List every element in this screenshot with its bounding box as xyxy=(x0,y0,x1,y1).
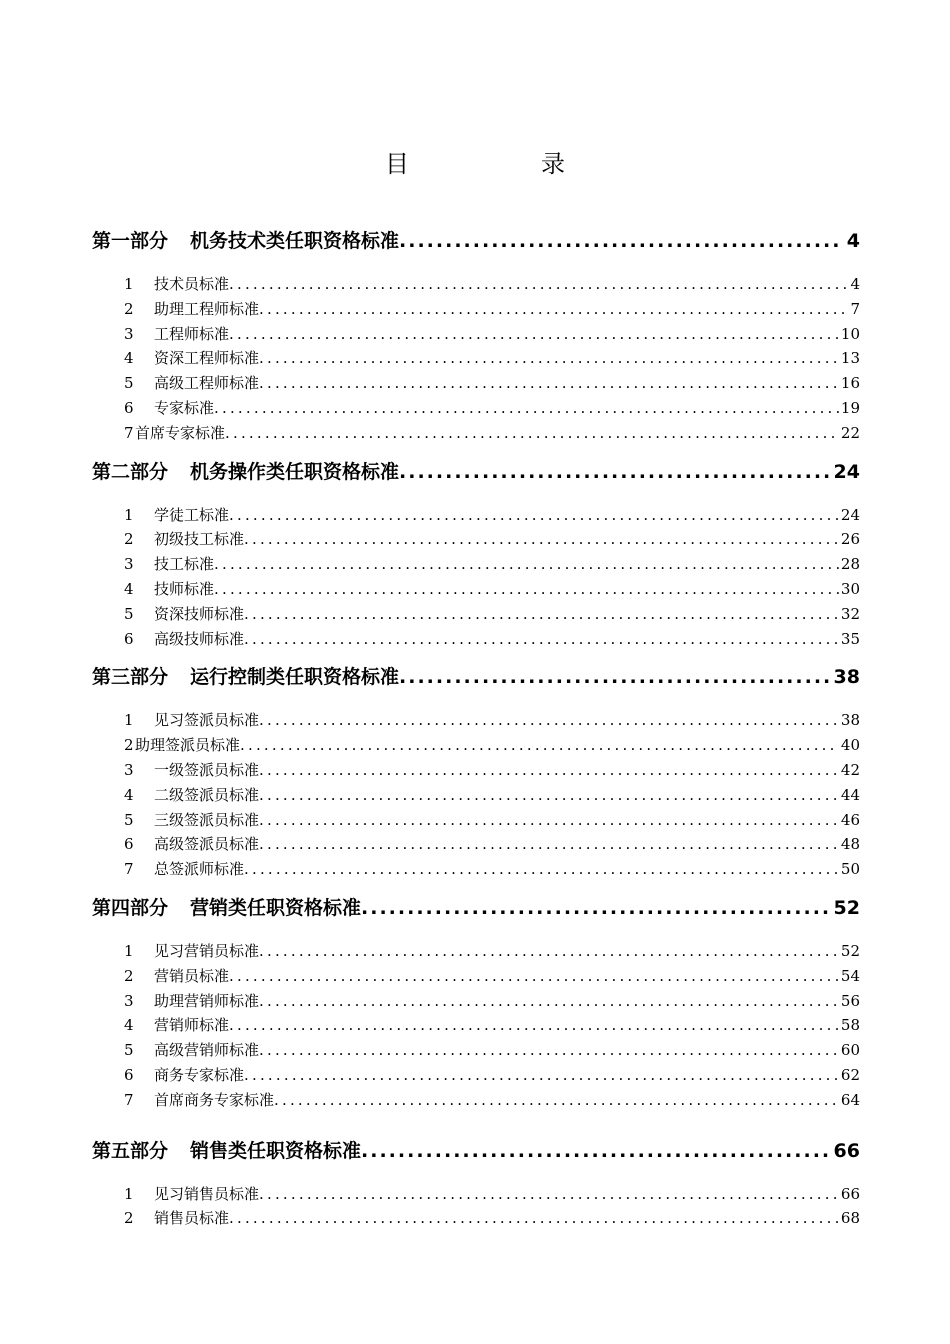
entry-number: 4 xyxy=(124,785,134,804)
toc-entries xyxy=(92,1183,860,1233)
entry-page: 24 xyxy=(840,505,860,524)
entry-text: 资深工程师标准 xyxy=(154,349,260,368)
toc-entry[interactable] xyxy=(92,858,860,883)
dot-leader xyxy=(244,1066,839,1084)
toc-entry[interactable] xyxy=(92,1014,860,1039)
dot-leader xyxy=(259,711,839,729)
section-page: 4 xyxy=(846,230,860,252)
entry-number: 1 xyxy=(124,941,134,960)
entry-page: 68 xyxy=(840,1209,860,1228)
toc-entry[interactable] xyxy=(92,273,860,298)
toc-entry[interactable] xyxy=(92,784,860,809)
section-page: 38 xyxy=(833,666,860,689)
toc-entry[interactable] xyxy=(92,1089,860,1114)
entry-number: 2 xyxy=(124,299,134,318)
section-label: 第四部分 xyxy=(92,896,169,919)
table-of-contents xyxy=(92,226,860,1242)
entry-text: 资深技师标准 xyxy=(154,604,245,623)
entry-text: 一级签派员标准 xyxy=(154,760,260,779)
toc-section-2 xyxy=(92,457,860,653)
section-label: 第五部分 xyxy=(92,1139,169,1162)
entry-text: 销售员标准 xyxy=(154,1209,230,1228)
entry-number: 7 xyxy=(124,423,134,442)
toc-entries xyxy=(92,273,860,447)
entry-page: 48 xyxy=(840,835,860,854)
entry-page: 60 xyxy=(840,1041,860,1060)
entry-page: 42 xyxy=(840,760,860,779)
dot-leader xyxy=(259,835,839,853)
entry-number: 3 xyxy=(124,324,134,343)
entry-page: 46 xyxy=(840,810,860,829)
toc-entry[interactable] xyxy=(92,940,860,965)
entry-text: 商务专家标准 xyxy=(154,1065,245,1084)
entry-number: 4 xyxy=(124,349,134,368)
entry-page: 28 xyxy=(840,555,860,574)
toc-entry[interactable] xyxy=(92,323,860,348)
entry-text: 助理营销师标准 xyxy=(154,991,260,1010)
dot-leader xyxy=(259,300,848,318)
entry-text: 技术员标准 xyxy=(154,275,230,293)
entry-text: 总签派师标准 xyxy=(154,860,245,879)
toc-entry[interactable] xyxy=(92,1039,860,1064)
section-label: 第一部分 xyxy=(92,230,169,252)
entry-page: 16 xyxy=(840,374,860,393)
entry-page: 10 xyxy=(840,324,860,343)
toc-entry[interactable] xyxy=(92,990,860,1015)
entry-page: 62 xyxy=(840,1065,860,1084)
entry-text: 首席商务专家标准 xyxy=(154,1090,275,1109)
section-name: 营销类任职资格标准 xyxy=(190,896,362,919)
section-name: 运行控制类任职资格标准 xyxy=(190,666,400,689)
toc-entries xyxy=(92,504,860,653)
dot-leader xyxy=(259,1041,839,1059)
toc-entry[interactable] xyxy=(92,603,860,628)
entry-page: 64 xyxy=(840,1090,860,1109)
section-label: 第二部分 xyxy=(92,460,169,483)
entry-page: 58 xyxy=(840,1016,860,1035)
dot-leader xyxy=(229,275,848,293)
entry-number: 1 xyxy=(124,1184,134,1203)
entry-text: 助理签派员标准 xyxy=(135,736,241,755)
dot-leader xyxy=(259,811,839,829)
dot-leader xyxy=(259,1185,839,1203)
toc-section-heading[interactable] xyxy=(92,1136,860,1164)
entry-number: 4 xyxy=(124,579,134,598)
toc-entry[interactable] xyxy=(92,1064,860,1089)
entry-text: 营销师标准 xyxy=(154,1016,230,1035)
section-page: 52 xyxy=(833,896,860,919)
entry-number: 3 xyxy=(124,991,134,1010)
entry-page: 19 xyxy=(840,398,860,417)
entry-number: 7 xyxy=(124,860,134,879)
toc-section-heading[interactable] xyxy=(92,893,860,921)
dot-leader xyxy=(225,424,839,442)
entry-number: 2 xyxy=(124,1209,134,1228)
dot-leader xyxy=(240,736,839,754)
entry-page: 26 xyxy=(840,530,860,549)
dot-leader xyxy=(399,230,843,252)
dot-leader xyxy=(214,580,839,598)
entry-number: 5 xyxy=(124,810,134,829)
toc-entry[interactable] xyxy=(92,759,860,784)
dot-leader xyxy=(259,374,839,392)
section-name: 销售类任职资格标准 xyxy=(190,1139,362,1162)
dot-leader xyxy=(399,461,830,483)
entry-number: 2 xyxy=(124,530,134,549)
entry-number: 1 xyxy=(124,275,134,293)
dot-leader xyxy=(229,325,839,343)
entry-page: 56 xyxy=(840,991,860,1010)
entry-text: 高级营销师标准 xyxy=(154,1041,260,1060)
entry-text: 高级签派员标准 xyxy=(154,835,260,854)
toc-entry[interactable] xyxy=(92,422,860,447)
entry-page: 38 xyxy=(840,711,860,730)
entry-text: 高级技师标准 xyxy=(154,629,245,648)
toc-entry[interactable] xyxy=(92,528,860,553)
entry-page: 7 xyxy=(850,299,860,318)
entry-text: 见习签派员标准 xyxy=(154,711,260,730)
entry-text: 初级技工标准 xyxy=(154,530,245,549)
entry-number: 5 xyxy=(124,374,134,393)
entry-number: 1 xyxy=(124,505,134,524)
entry-text: 高级工程师标准 xyxy=(154,374,260,393)
toc-section-4 xyxy=(92,893,860,1136)
dot-leader xyxy=(214,399,839,417)
entry-text: 首席专家标准 xyxy=(135,423,226,442)
entry-page: 40 xyxy=(840,736,860,755)
entry-number: 4 xyxy=(124,1016,134,1035)
entry-number: 6 xyxy=(124,398,134,417)
entry-number: 6 xyxy=(124,1065,134,1084)
dot-leader xyxy=(259,992,839,1010)
toc-entry[interactable] xyxy=(92,553,860,578)
dot-leader xyxy=(399,666,830,688)
entry-number: 6 xyxy=(124,835,134,854)
entry-text: 技师标准 xyxy=(154,579,215,598)
entry-page: 54 xyxy=(840,966,860,985)
entry-text: 营销员标准 xyxy=(154,966,230,985)
entry-page: 44 xyxy=(840,785,860,804)
entry-page: 32 xyxy=(840,604,860,623)
entry-text: 见习销售员标准 xyxy=(154,1184,260,1203)
toc-entry[interactable] xyxy=(92,397,860,422)
dot-leader xyxy=(259,942,839,960)
toc-entry[interactable] xyxy=(92,578,860,603)
section-spacer xyxy=(92,1124,860,1136)
dot-leader xyxy=(244,605,839,623)
toc-entry[interactable] xyxy=(92,709,860,734)
section-name: 机务操作类任职资格标准 xyxy=(190,460,400,483)
entry-number: 5 xyxy=(124,604,134,623)
dot-leader xyxy=(259,786,839,804)
toc-entry[interactable] xyxy=(92,298,860,323)
toc-entry[interactable] xyxy=(92,833,860,858)
section-page: 24 xyxy=(833,460,860,483)
toc-entry[interactable] xyxy=(92,809,860,834)
toc-section-3 xyxy=(92,662,860,883)
entry-number: 3 xyxy=(124,555,134,574)
toc-title: 目 录 xyxy=(385,150,619,178)
entry-page: 13 xyxy=(840,349,860,368)
dot-leader xyxy=(229,967,839,985)
entry-page: 50 xyxy=(840,860,860,879)
section-label: 第三部分 xyxy=(92,666,169,689)
toc-entry[interactable] xyxy=(92,628,860,653)
toc-entry[interactable] xyxy=(92,734,860,759)
section-page: 66 xyxy=(833,1139,860,1162)
entry-text: 三级签派员标准 xyxy=(154,810,260,829)
entry-page: 35 xyxy=(840,629,860,648)
entry-page: 30 xyxy=(840,579,860,598)
toc-section-heading[interactable] xyxy=(92,662,860,690)
toc-entry[interactable] xyxy=(92,965,860,990)
section-name: 机务技术类任职资格标准 xyxy=(190,230,400,252)
dot-leader xyxy=(229,506,839,524)
entry-number: 7 xyxy=(124,1090,134,1109)
toc-section-heading[interactable] xyxy=(92,226,860,254)
toc-section-heading[interactable] xyxy=(92,457,860,485)
entry-text: 见习营销员标准 xyxy=(154,941,260,960)
dot-leader xyxy=(274,1091,839,1109)
toc-section-1 xyxy=(92,226,860,447)
toc-entries xyxy=(92,940,860,1114)
toc-entry[interactable] xyxy=(92,504,860,529)
dot-leader xyxy=(229,1016,839,1034)
entry-page: 66 xyxy=(840,1184,860,1203)
entry-page: 4 xyxy=(850,275,860,293)
entry-number: 6 xyxy=(124,629,134,648)
dot-leader xyxy=(229,1209,839,1227)
toc-section-5 xyxy=(92,1136,860,1233)
toc-entries xyxy=(92,709,860,883)
entry-text: 学徒工标准 xyxy=(154,505,230,524)
entry-number: 2 xyxy=(124,966,134,985)
toc-entry[interactable] xyxy=(92,1183,860,1208)
dot-leader xyxy=(361,897,830,919)
entry-text: 工程师标准 xyxy=(154,324,230,343)
dot-leader xyxy=(244,530,839,548)
entry-text: 二级签派员标准 xyxy=(154,785,260,804)
entry-text: 专家标准 xyxy=(154,398,215,417)
toc-entry[interactable] xyxy=(92,372,860,397)
dot-leader xyxy=(244,630,839,648)
entry-text: 技工标准 xyxy=(154,555,215,574)
entry-number: 3 xyxy=(124,760,134,779)
dot-leader xyxy=(361,1140,830,1162)
entry-page: 22 xyxy=(840,423,860,442)
entry-text: 助理工程师标准 xyxy=(154,299,260,318)
entry-number: 5 xyxy=(124,1041,134,1060)
entry-number: 1 xyxy=(124,711,134,730)
toc-entry[interactable] xyxy=(92,347,860,372)
dot-leader xyxy=(244,860,839,878)
dot-leader xyxy=(259,761,839,779)
entry-number: 2 xyxy=(124,736,134,755)
entry-page: 52 xyxy=(840,941,860,960)
toc-entry[interactable] xyxy=(92,1207,860,1232)
dot-leader xyxy=(259,349,839,367)
dot-leader xyxy=(214,555,839,573)
